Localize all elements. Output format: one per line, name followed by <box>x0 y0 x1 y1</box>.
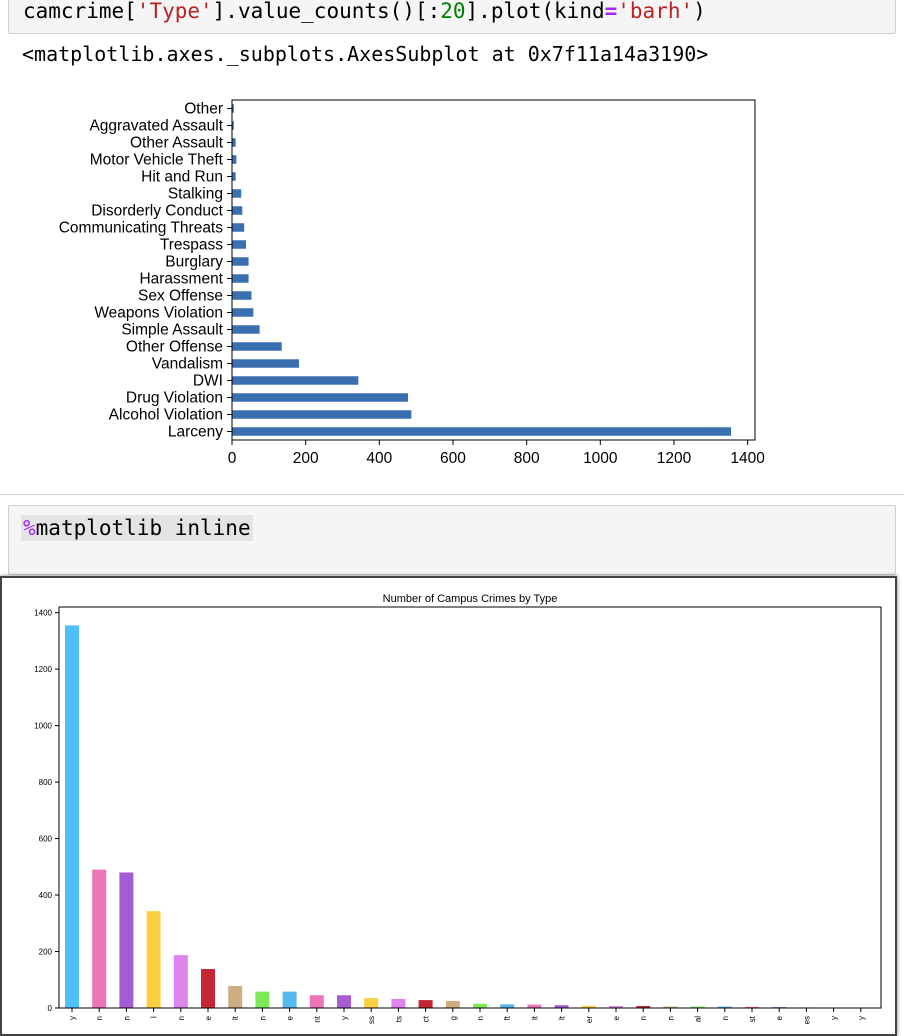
bar-11 <box>232 240 246 249</box>
chart-title: Number of Campus Crimes by Type <box>383 593 558 605</box>
bar-17 <box>232 138 236 147</box>
x-tick-label-2: 400 <box>366 450 392 467</box>
x-tick-label-18: lt <box>558 1015 567 1020</box>
y-tick-label-12: Communicating Threats <box>59 220 224 237</box>
bar-2 <box>119 872 133 1008</box>
x-tick-label-3: I <box>150 1016 159 1018</box>
y-tick-label-6: Simple Assault <box>121 322 223 339</box>
x-tick-label-3: 600 <box>440 450 466 467</box>
bar-9 <box>310 995 324 1008</box>
code-text: %matplotlib inline <box>21 515 253 541</box>
y-tick-label-4: Vandalism <box>152 356 223 373</box>
plot-frame <box>59 607 881 1008</box>
bar-8 <box>232 291 252 300</box>
y-tick-label-0: 0 <box>48 1004 53 1013</box>
x-tick-label-9: nt <box>313 1015 322 1022</box>
x-tick-label-23: al <box>694 1016 703 1022</box>
bar-7 <box>232 308 253 317</box>
y-tick-label-15: Hit and Run <box>141 169 223 186</box>
code-cell-value-counts[interactable] <box>8 0 896 34</box>
horizontal-bar-chart <box>0 90 780 480</box>
x-tick-label-4: n <box>177 1016 186 1020</box>
bar-3 <box>147 911 161 1008</box>
x-tick-label-0: y <box>68 1016 77 1020</box>
bar-3 <box>232 376 358 385</box>
y-tick-label-10: Burglary <box>165 254 223 271</box>
x-tick-label-13: ct <box>422 1015 431 1022</box>
y-tick-label-7: Weapons Violation <box>94 305 223 322</box>
x-tick-label-7: 1400 <box>730 450 765 467</box>
x-tick-label-1: 200 <box>293 450 319 467</box>
x-tick-label-27: es <box>802 1016 811 1024</box>
x-tick-label-10: y <box>340 1016 349 1020</box>
y-tick-label-1: Alcohol Violation <box>109 407 223 424</box>
x-tick-label-16: ft <box>503 1015 512 1020</box>
y-tick-label-14: Stalking <box>168 186 223 203</box>
x-tick-label-5: e <box>204 1015 213 1020</box>
x-tick-label-28: y <box>830 1016 839 1020</box>
y-tick-label-7: 1400 <box>34 609 52 618</box>
bar-0 <box>65 625 79 1008</box>
plot-frame <box>232 100 755 440</box>
bar-4 <box>174 955 188 1008</box>
bar-16 <box>500 1004 514 1008</box>
bar-2 <box>232 393 408 402</box>
y-tick-label-5: Other Offense <box>126 339 223 356</box>
y-tick-label-9: Harassment <box>139 271 223 288</box>
x-tick-label-4: 800 <box>514 450 540 467</box>
x-tick-label-0: 0 <box>228 450 237 467</box>
x-tick-label-25: st <box>748 1015 757 1022</box>
x-tick-label-20: e <box>612 1015 621 1020</box>
x-tick-label-7: n <box>258 1016 267 1020</box>
y-tick-label-2: 400 <box>39 891 53 900</box>
bar-7 <box>255 992 269 1008</box>
bar-6 <box>228 986 242 1008</box>
y-tick-label-13: Disorderly Conduct <box>91 203 223 220</box>
x-tick-label-24: n <box>721 1016 730 1020</box>
x-tick-label-26: e <box>775 1015 784 1020</box>
bar-4 <box>232 359 299 368</box>
vertical-bar-chart <box>0 578 895 1024</box>
bar-6 <box>232 325 260 334</box>
y-tick-label-17: Other Assault <box>130 135 224 152</box>
bar-10 <box>232 257 249 266</box>
y-tick-label-2: Drug Violation <box>126 390 223 407</box>
bar-12 <box>391 999 405 1008</box>
y-tick-label-5: 1000 <box>34 722 52 731</box>
bar-13 <box>232 206 242 215</box>
x-tick-label-11: ss <box>367 1016 376 1024</box>
bar-5 <box>232 342 282 351</box>
bar-14 <box>232 189 241 198</box>
y-tick-label-0: Larceny <box>168 424 223 441</box>
x-tick-label-5: 1000 <box>583 450 618 467</box>
x-tick-label-8: e <box>286 1015 295 1020</box>
code-text: camcrime['Type'].value_counts()[:20].plot(kind='barh') <box>23 0 706 23</box>
bar-14 <box>446 1001 460 1008</box>
bar-17 <box>527 1005 541 1008</box>
x-tick-label-29: y <box>857 1016 866 1020</box>
cell-output-text: <matplotlib.axes._subplots.AxesSubplot at 0x7f11a14a3190> <box>22 42 708 66</box>
bar-15 <box>232 172 236 181</box>
bar-1 <box>92 870 106 1008</box>
bar-11 <box>364 998 378 1008</box>
bar-13 <box>419 1000 433 1008</box>
x-tick-label-19: er <box>585 1016 594 1023</box>
x-tick-label-12: ts <box>394 1016 403 1022</box>
y-tick-label-11: Trespass <box>160 237 223 254</box>
y-tick-label-16: Motor Vehicle Theft <box>90 152 224 169</box>
bar-16 <box>232 155 236 164</box>
x-tick-label-14: g <box>449 1016 458 1020</box>
x-tick-label-17: lt <box>530 1015 539 1020</box>
bar-12 <box>232 223 244 232</box>
bar-0 <box>232 427 731 436</box>
y-tick-label-3: DWI <box>193 373 223 390</box>
cell-divider <box>0 494 904 495</box>
y-tick-label-18: Aggravated Assault <box>89 118 223 135</box>
bar-15 <box>473 1004 487 1008</box>
bar-9 <box>232 274 249 283</box>
x-tick-label-15: n <box>476 1016 485 1020</box>
bar-1 <box>232 410 411 419</box>
y-tick-label-6: 1200 <box>34 665 52 674</box>
bar-5 <box>201 969 215 1008</box>
bar-8 <box>283 992 297 1008</box>
x-tick-label-2: n <box>122 1016 131 1020</box>
x-tick-label-6: 1200 <box>657 450 692 467</box>
y-tick-label-3: 600 <box>39 835 53 844</box>
x-tick-label-21: n <box>639 1016 648 1020</box>
x-tick-label-1: n <box>95 1016 104 1020</box>
y-tick-label-4: 800 <box>39 778 53 787</box>
y-tick-label-1: 200 <box>39 948 53 957</box>
code-cell-matplotlib-inline[interactable] <box>8 505 896 575</box>
x-tick-label-6: lt <box>231 1015 240 1020</box>
bar-10 <box>337 995 351 1008</box>
y-tick-label-8: Sex Offense <box>138 288 223 305</box>
x-tick-label-22: n <box>666 1016 675 1020</box>
y-tick-label-19: Other <box>184 101 223 118</box>
